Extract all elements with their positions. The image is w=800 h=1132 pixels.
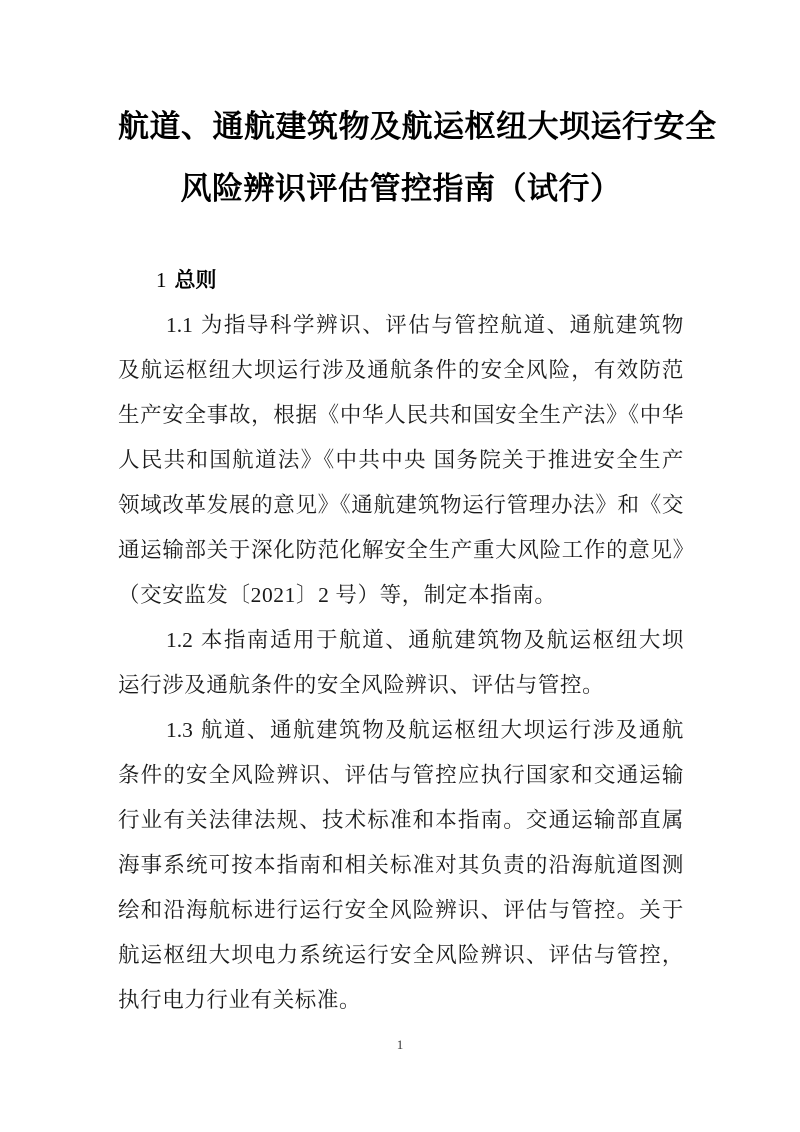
paragraph-text: 为指导科学辨识、评估与管控航道、通航建筑物及航运枢纽大坝运行涉及通航条件的安全风险，有效防范生产安全事故，根据《中华人民共和国安全生产法》《中华人民共和国航道法》《中共中央 国务院关于推进安全生产领域改革发展的意见》《通航建筑物运行管理办法》和《交通运输部关于深化防范化解安全生产重大风险工作的意见》（交安监发〔2021〕2 号）等，制定本指南。: [118, 313, 684, 607]
paragraph-text: 航道、通航建筑物及航运枢纽大坝运行涉及通航条件的安全风险辨识、评估与管控应执行国家和交通运输行业有关法律法规、技术标准和本指南。交通运输部直属海事系统可按本指南和相关标准对其负责的沿海航道图测绘和沿海航标进行运行安全风险辨识、评估与管控。关于航运枢纽大坝电力系统运行安全风险辨识、评估与管控，执行电力行业有关标准。: [118, 718, 684, 1012]
paragraph-text: 本指南适用于航道、通航建筑物及航运枢纽大坝运行涉及通航条件的安全风险辨识、评估与管控。: [118, 628, 684, 697]
page-number: 1: [396, 1037, 404, 1052]
paragraph-number: 1.2: [166, 628, 193, 652]
section-title: 总则: [174, 268, 217, 292]
page-title: [118, 96, 717, 220]
title-line-1: 航道、通航建筑物及航运枢纽大坝运行安全: [118, 109, 717, 144]
title-line-2: 风险辨识评估管控指南（试行）: [180, 171, 622, 206]
paragraph-number: 1.3: [166, 718, 193, 742]
section-heading-1: [118, 258, 684, 303]
paragraph-1-1: [118, 303, 684, 618]
document-body: [118, 258, 684, 1023]
section-number: 1: [156, 268, 167, 292]
paragraph-number: 1.1: [166, 313, 193, 337]
paragraph-1-2: [118, 618, 684, 708]
paragraph-1-3: [118, 708, 684, 1023]
